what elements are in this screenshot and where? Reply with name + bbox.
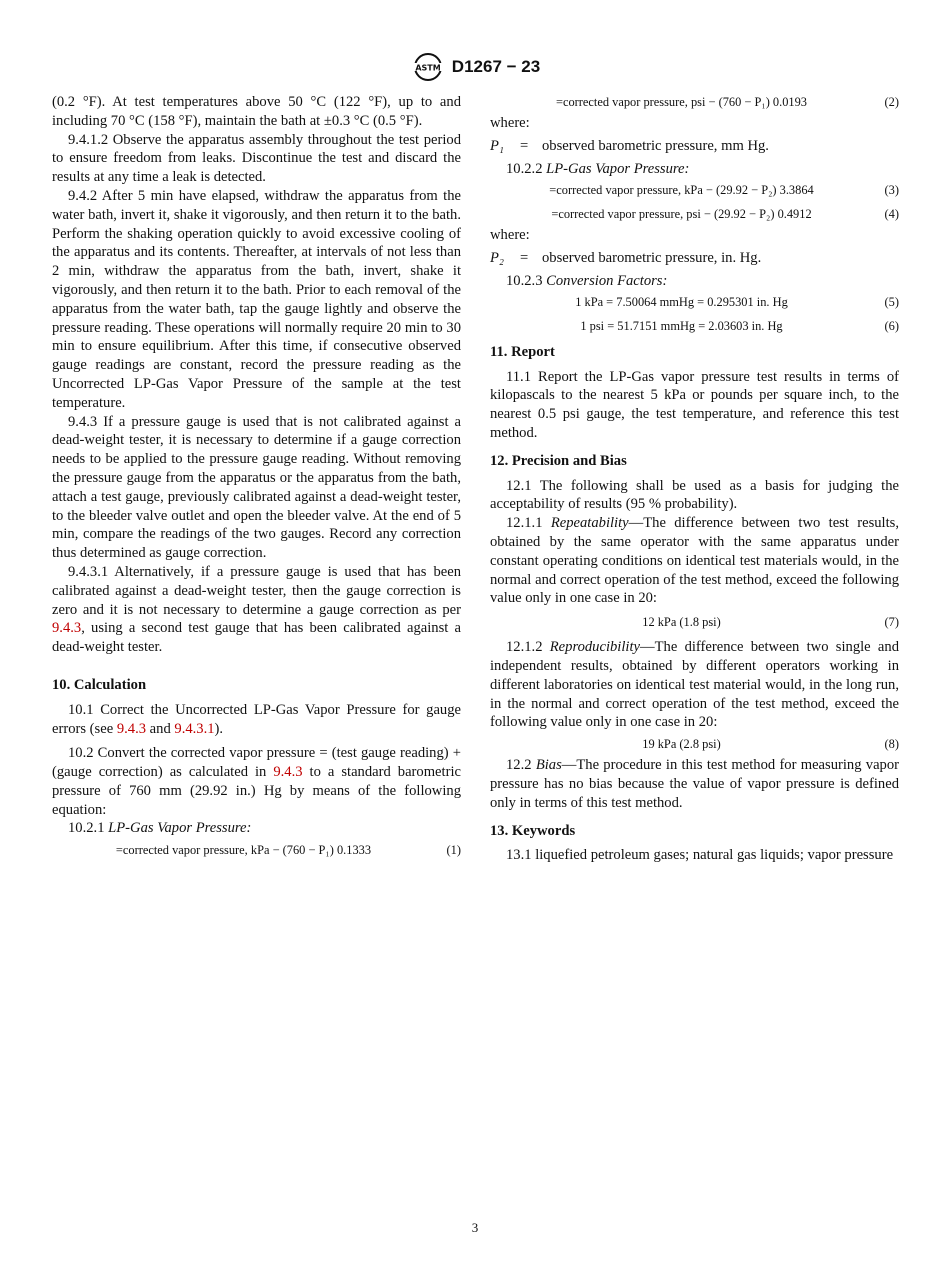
link-9-4-3[interactable]: 9.4.3	[52, 620, 82, 637]
equation-7: 12 kPa (1.8 psi) (7)	[642, 614, 899, 629]
equation-6: 1 psi = 51.7151 mmHg = 2.03603 in. Hg (6)	[580, 319, 899, 334]
paragraph-9-4-2: 9.4.2 After 5 min have elapsed, withdraw the apparatus from the water bath, invert it, shake it vigorously, and then return it to the bath. Perform the shaking operation quickly to avoid excessive cooling of the apparatus and its contents. Thereafter, at intervals of not less than 2 min, withdraw the apparatus from the bath, invert, shake it vigorously, and then return it to the bath. Prior to each removal of the apparatus from the water bath, tap the gauge lightly and observe the pressure reading. These operations will normally require 20 min to 30 min to ensure equilibrium. After this time, if consecutive observed gauge readings are constant, record the pressure reading as the Uncorrected LP-Gas Vapor Pressure of the sample at the test temperature.	[52, 187, 461, 411]
equation-5: 1 kPa = 7.50064 mmHg = 0.295301 in. Hg (5)	[575, 295, 899, 310]
equation-2: =corrected vapor pressure, psi − (760 − P₁) 0.0193 (2)	[555, 94, 899, 109]
paragraph-9-4-1-2: 9.4.1.2 Observe the apparatus assembly throughout the test period to ensure freedom from leaks. Discontinue the test and discard the results at any time a leak is detected.	[52, 131, 461, 186]
subsection-10-2-2: 10.2.2 LP-Gas Vapor Pressure:	[506, 160, 690, 177]
link-9-4-3-1[interactable]: 9.4.3.1	[174, 720, 215, 737]
equation-4: =corrected vapor pressure, psi − (29.92 − P₂) 0.4912 (4)	[551, 206, 899, 221]
astm-logo-icon	[410, 52, 446, 82]
page-number: 3	[471, 1220, 479, 1235]
subsection-10-2-3: 10.2.3 Conversion Factors:	[506, 272, 668, 289]
paragraph-9-4-3: 9.4.3 If a pressure gauge is used that is not calibrated against a dead-weight tester, it is necessary to determine if a gauge correction needs to be applied to the pressure gauge reading. Without removing the pressure gauge from the apparatus or the apparatus from the bath, attach a test gauge, previously calibrated against a dead-weight tester, to the bleeder valve outlet and open the bleeder valve. At the end of 5 min, compare the readings of the two gauges. Record any correction thus determined as gauge correction.	[52, 413, 461, 562]
right-column	[490, 93, 899, 865]
paragraph-9-4-1-1-cont: (0.2 °F). At test temperatures above 50 °C (122 °F), up to and including 70 °C (158 °F), maintain the bath at ±0.3 °C (0.5 °F).	[52, 94, 461, 129]
paragraph-12-1-1: 12.1.1 Repeatability—The difference between two test results, obtained by the same operator with the same apparatus under constant operating conditions on identical test materials would, in the normal and correct operation of the test method, exceed the following value only in one case in 20:	[490, 515, 899, 607]
paragraph-12-1: 12.1 The following shall be used as a basis for judging the acceptability of results (95 % probability).	[490, 477, 899, 513]
svg-text:ASTM: ASTM	[415, 63, 441, 73]
paragraph-10-2: 10.2 Convert the corrected vapor pressure = (test gauge reading) + (gauge correction) as calculated in 9.4.3 to a standard barometric pressure of 760 mm (29.92 in.) Hg by means of the following equation:	[52, 745, 461, 818]
definition-p2: P₂ = observed barometric pressure, in. Hg.	[490, 250, 762, 267]
section-heading-precision-bias: 12. Precision and Bias	[490, 452, 627, 469]
definition-p1: P₁ = observed barometric pressure, mm Hg.	[490, 137, 769, 154]
subsection-10-2-1: 10.2.1 LP-Gas Vapor Pressure:	[68, 820, 252, 837]
equation-3: =corrected vapor pressure, kPa − (29.92 − P₂) 3.3864 (3)	[549, 182, 899, 197]
equation-1: =corrected vapor pressure, kPa − (760 − P₁) 0.1333 (1)	[115, 842, 461, 857]
section-heading-report: 11. Report	[490, 343, 555, 360]
link-9-4-3[interactable]: 9.4.3	[116, 720, 147, 737]
paragraph-10-1: 10.1 Correct the Uncorrected LP-Gas Vapor Pressure for gauge errors (see 9.4.3 and 9.4.3.1).	[52, 701, 461, 737]
document-id: D1267 − 23	[451, 57, 541, 76]
where-label: where:	[490, 115, 530, 131]
paragraph-9-4-3-1: 9.4.3.1 Alternatively, if a pressure gauge is used that has been calibrated against a dead-weight tester, then the gauge correction is zero and it is not necessary to determine a gauge correction as per 9.4.3, using a second test gauge that has been calibrated against a dead-weight tester.	[52, 563, 461, 656]
paragraph-12-1-2: 12.1.2 Reproducibility—The difference between two single and independent results, obtained by different operators working in different laboratories on identical test material would, in the long run, in the normal and correct operation of the test method, exceed the following value only in one case in 20:	[490, 639, 899, 731]
section-heading-calculation: 10. Calculation	[52, 676, 147, 693]
link-9-4-3[interactable]: 9.4.3	[273, 764, 303, 781]
where-label: where:	[490, 227, 530, 244]
page-header	[0, 52, 950, 82]
paragraph-11-1: 11.1 Report the LP-Gas vapor pressure test results in terms of kilopascals to the nearest 5 kPa or pounds per square inch, to the nearest 0.5 psi gauge, the test temperature, and reference this test method.	[490, 368, 899, 441]
equation-8: 19 kPa (2.8 psi) (8)	[642, 736, 899, 751]
section-heading-keywords: 13. Keywords	[490, 822, 576, 839]
paragraph-12-2: 12.2 Bias—The procedure in this test method for measuring vapor pressure has no bias because the value of vapor pressure is defined only in terms of this test method.	[490, 757, 900, 811]
left-column	[52, 93, 461, 862]
paragraph-13-1: 13.1 liquefied petroleum gases; natural gas liquids; vapor pressure	[506, 847, 894, 864]
